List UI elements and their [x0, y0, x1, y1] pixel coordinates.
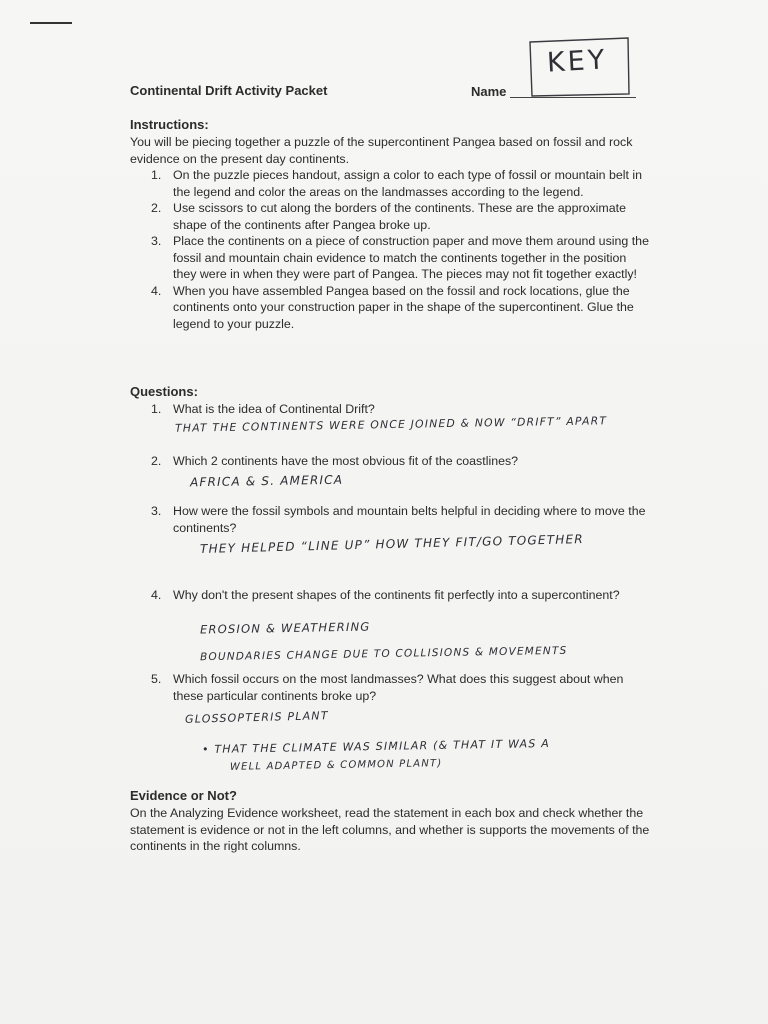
instructions-intro: You will be piecing together a puzzle of the supercontinent Pangea based on fossil and rock evidence on the present day continents. [130, 135, 633, 166]
name-answer: KEY [546, 44, 609, 79]
question-number: 2. [151, 454, 162, 468]
instruction-item [130, 233, 650, 283]
evidence-text: On the Analyzing Evidence worksheet, read the statement in each box and check whether the statement is evidence or not in the left columns, and whether is supports the movements of the continents in the right columns. [130, 806, 650, 853]
instruction-item [130, 167, 650, 200]
handwritten-answer: GLOSSOPTERIS PLANT [184, 709, 329, 726]
question-text: Which 2 continents have the most obvious fit of the coastlines? [173, 454, 519, 468]
handwritten-answer: THEY HELPED “LINE UP” HOW THEY FIT/GO TOGETHER [199, 531, 584, 557]
instruction-text: Use scissors to cut along the borders of the continents. These are the approximate shape of the continents after Pangea broke up. [173, 201, 626, 232]
question-text: Why don't the present shapes of the continents fit perfectly into a supercontinent? [173, 588, 620, 602]
worksheet-header [130, 44, 640, 106]
instruction-text: When you have assembled Pangea based on the fossil and rock locations, glue the continents onto your construction paper in the shape of the supercontinent. Glue the legend to your puzzle. [173, 283, 634, 331]
corner-mark [30, 22, 72, 24]
instruction-number: 1. [151, 168, 162, 182]
question-number: 3. [151, 504, 162, 518]
handwritten-answer: WELL ADAPTED & COMMON PLANT) [229, 758, 443, 773]
handwritten-answer: • THAT THE CLIMATE WAS SIMILAR (& THAT IT WAS A [201, 736, 550, 757]
instruction-number: 4. [151, 283, 162, 298]
question-text: What is the idea of Continental Drift? [173, 402, 375, 416]
instruction-number: 3. [151, 234, 162, 248]
name-label: Name [471, 84, 507, 99]
handwritten-answer: EROSION & WEATHERING [199, 619, 371, 637]
handwritten-answer: BOUNDARIES CHANGE DUE TO COLLISIONS & MOVEMENTS [199, 644, 568, 664]
instruction-number: 2. [151, 201, 162, 215]
instructions-list [130, 167, 650, 332]
question-number: 5. [151, 672, 162, 686]
instruction-text: Place the continents on a piece of construction paper and move them around using the fossil and mountain chain evidence to match the continents together in the position they were in when they were part of Pangea. The pieces may not fit together exactly! [173, 234, 649, 281]
handwritten-answer: AFRICA & S. AMERICA [189, 472, 344, 490]
questions-heading: Questions: [130, 384, 198, 399]
question-item [130, 453, 650, 470]
handwritten-answer: THAT THE CONTINENTS WERE ONCE JOINED & NOW “DRIFT” APART [174, 414, 608, 435]
question-number: 4. [151, 588, 162, 602]
question-text: Which fossil occurs on the most landmasses? What does this suggest about when these particular continents broke up? [173, 672, 624, 703]
question-item [130, 671, 650, 704]
instruction-item [130, 283, 650, 333]
question-item [130, 587, 650, 604]
question-text: How were the fossil symbols and mountain belts helpful in deciding where to move the continents? [173, 504, 646, 535]
instructions-heading: Instructions: [130, 117, 209, 132]
instruction-text: On the puzzle pieces handout, assign a color to each type of fossil or mountain belt in the legend and color the areas on the landmasses according to the legend. [173, 168, 643, 199]
instruction-item [130, 200, 650, 233]
question-number: 1. [151, 402, 162, 416]
evidence-heading: Evidence or Not? [130, 788, 237, 803]
packet-title: Continental Drift Activity Packet [130, 83, 328, 98]
key-stamp [527, 36, 631, 98]
question-item [130, 503, 650, 536]
